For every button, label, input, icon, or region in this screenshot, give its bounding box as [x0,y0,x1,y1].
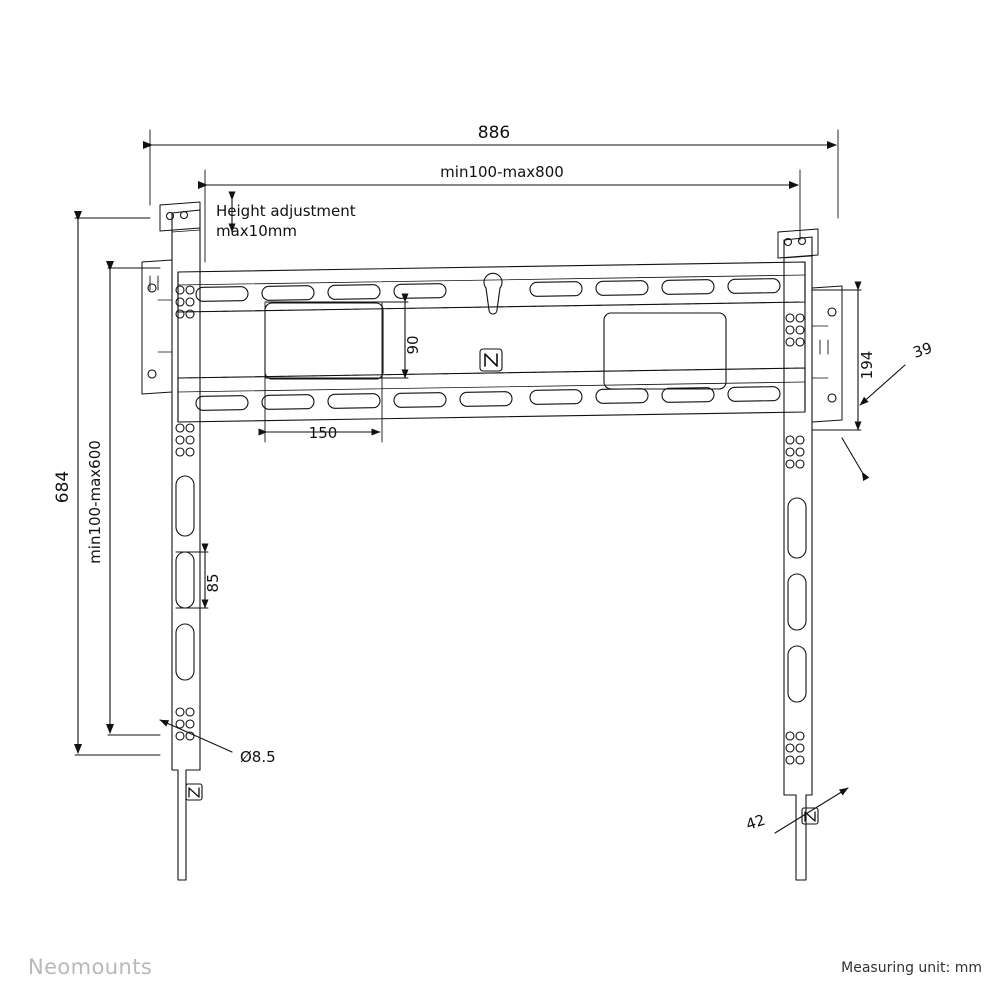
label-height-684: 684 [53,470,73,504]
label-194: 194 [858,350,876,380]
label-height-range: min100-max600 [86,440,104,564]
label-42: 42 [743,810,768,834]
dimension-194 [812,290,861,430]
slot-row-upper [196,279,780,302]
strut-right-slot-1 [788,498,806,558]
strut-right-slot-3 [788,646,806,702]
label-39: 39 [910,338,935,362]
witness-lines [75,130,838,755]
strut-left-slot-1 [176,476,194,536]
strut-right-slot-2 [788,574,806,630]
dimension-texts [53,123,934,834]
cutout-left [265,303,383,379]
wall-rail-upper [178,262,805,312]
label-height-adjustment-2: max10mm [216,222,297,240]
hole-row-right-top [786,314,804,346]
leader-39 [842,365,905,472]
label-150: 150 [308,424,338,442]
label-width-range: min100-max800 [440,163,564,181]
label-hole-diameter: Ø8.5 [240,748,276,766]
logo-mark-left-foot [186,784,202,800]
leader-hole-diameter [160,720,232,752]
label-height-adjustment-1: Height adjustment [216,202,356,220]
strut-left-slot-2 [176,552,194,608]
brand-logo: Neomounts [28,955,153,979]
dimension-90 [265,302,408,378]
label-85: 85 [204,573,222,593]
label-width-886: 886 [477,123,511,143]
strut-left-slot-3 [176,624,194,680]
cutout-right [604,313,726,389]
hole-row-left-top [176,286,194,318]
hole-row-right-bottom [786,732,804,764]
hole-row-left-mid [176,424,194,456]
logo-mark-plate [480,349,502,371]
keyhole-slot [484,273,502,314]
dimension-150 [265,303,382,442]
hole-row-right-mid [786,436,804,468]
strut-right [778,229,842,880]
measuring-unit-note: Measuring unit: mm [841,960,982,976]
logo-mark-right-foot [802,808,818,824]
label-90: 90 [404,335,422,355]
strut-left [142,202,202,880]
hole-row-left-bottom [176,708,194,740]
